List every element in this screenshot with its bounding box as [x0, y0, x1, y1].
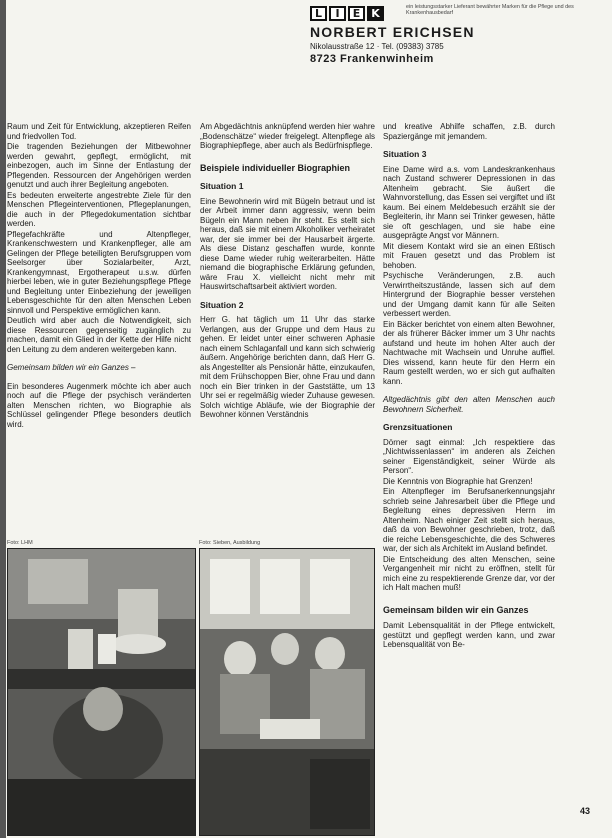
section-heading: Gemeinsam bilden wir ein Ganzes [383, 604, 529, 615]
company-logo [310, 6, 384, 21]
pull-quote: Gemeinsam bilden wir ein Ganzes – [7, 363, 136, 372]
paragraph: Es bedeuten erweiterte angestrebte Ziele für den Menschen Pflegeinterventionen, Pflegeplanungen, die auch in der Pflegedokumentation sichtbar werden. [7, 190, 191, 228]
logo-letter-3: E [348, 6, 365, 21]
photo-kitchen-image [8, 549, 196, 836]
paragraph: Psychische Veränderungen, z.B. auch Verwirrtheitszustände, lassen sich auf dem Hintergrund der Biographie besser verstehen und der Umgang damit kann für alle Seiten verbessert werden. [383, 271, 555, 318]
paragraph: Eine Dame wird a.s. vom Landeskrankenhaus nach Zustand schwerer Depressionen in das Altenheim gebracht. Sie äußert die Wahnvorstellung, das Essen sei vergiftet und ißt kaum. Bei einem Meldebesuch erzählt sie der Begleiterin, ihr Mann sei Trinker gewesen, hätte sie oft geschlagen, und sie habe eine ausgeprägte Angst vor Männern. [383, 164, 555, 240]
paragraph: Die tragenden Beziehungen der Mitbewohner werden gewahrt, gepflegt, ermöglicht, mit einbezogen, auch im Sinne der Entlastung der Pflegenden. Ressourcen der Angehörigen werden genutzt und auch ihrer Begleitung angeboten. [7, 142, 191, 189]
paragraph: und kreative Abhilfe schaffen, z.B. durch Spaziergänge mit jemandem. [383, 122, 555, 141]
logo-letter-1: L [310, 6, 327, 21]
subheading: Situation 2 [200, 299, 244, 310]
page-number: 43 [579, 806, 590, 816]
paragraph: Damit Lebensqualität in der Pflege entwickelt, gestützt und gepflegt werden kann, und zwar Lebensqualität von Be- [383, 621, 555, 649]
paragraph: Herr G. hat täglich um 11 Uhr das starke Verlangen, aus der Gruppe und dem Haus zu gehen. Er leidet unter einer schweren Aphasie nach einem Schlaganfall und kann sich schwierig äußern. Angehörige berichten dann, daß Herr G. als Angestellter als Pensionär hätte, einzukaufen, mit dem Frühschoppen Bier, ohne Frau und dann noch ein Bier trinken in der Gaststätte, um 13 Uhr sei er regelmäßig wieder Zuhause gewesen. Solch wichtige Abläufe, wie der Biographie der Bewohner können Verständnis [200, 315, 375, 419]
article-column-2 [200, 122, 375, 421]
section-heading: Beispiele individueller Biographien [200, 162, 351, 173]
subheading: Situation 1 [200, 181, 244, 191]
paragraph: Eine Bewohnerin wird mit Bügeln betraut und ist der Arbeit immer dann aggressiv, wenn beim Bügeln ein Mann neben ihr steht. Es stellt sich heraus, daß sie mit einem Alkoholiker verheiratet war, der sie immer bei der Hausarbeit ärgerte. Als diese Distanz geschaffen wurde, konnte diese Dame wieder ruhig weiterarbeiten. Hätte niemand die biographische Erklärung gefunden, wäre Frau X. vielleicht nicht mehr mit Hauswirtschaftsarbeit aktiviert worden. [200, 196, 375, 291]
subheading: Grenzsituationen [383, 422, 453, 432]
paragraph: Mit diesem Kontakt wird sie an einen Eßtisch mit Frauen gesetzt und das Problem ist behoben. [383, 241, 555, 270]
advertisement [310, 4, 610, 70]
paragraph: Ein Altenpfleger im Berufsanerkennungsjahr schrieb seine Jahresarbeit über die Pflege und Begleitung eines depressiven Herrn im Altenheim. Nach einiger Zeit stellt sich heraus, daß da von Bewohner geschrieben, trotz, daß die reiche Lebensgeschichte, die des Schweres war, der sich als Architekt im Ausland befindet. [383, 487, 555, 553]
photo-lounge-scene [199, 548, 375, 836]
paragraph: Dörner sagt einmal: „Ich respektiere das „Nichtwissenlassen“ im anderen als Zeichen seiner Eigenständigkeit, seiner Würde als Person“. [383, 437, 555, 475]
photo-kitchen-scene [7, 548, 196, 836]
article-column-1 [7, 122, 191, 430]
paragraph: Ein besonderes Augenmerk möchte ich aber auch noch auf die Pflege der psychisch veränderten alten Menschen richten, wo Biographie als Schlüssel gelingender Pflege besonders deutlich wird. [7, 381, 191, 429]
paragraph: Die Kenntnis von Biographie hat Grenzen! [383, 476, 533, 486]
paragraph: Die Entscheidung des alten Menschen, seine Vergangenheit mir nicht zu eröffnen, stellt für mich eine zu respektierende Grenze dar, vor der ich Halt machen muß! [383, 554, 555, 592]
ad-city: 8723 Frankenwinheim [310, 53, 434, 65]
subheading: Situation 3 [383, 149, 427, 159]
logo-letter-4: K [367, 6, 384, 21]
pull-quote: Altgedächtnis gibt den alten Menschen auch Bewohnern Sicherheit. [383, 395, 555, 414]
ad-slogan: ein leistungsstarker Lieferant bewährter Marken für die Pflege und des Krankenhausbedarf [406, 4, 574, 17]
binding-gutter [0, 0, 6, 838]
paragraph: Ein Bäcker berichtet von einem alten Bewohner, der als früherer Bäcker immer um 3 Uhr nachts aufstand und heute im hohen Alter auch der Nachtwache mit Wachsein und Unruhe auffiel. Dies wissend, kann heute für den Herrn ein Raum gestellt werden, wo er sich gut aufhalten kann. [383, 319, 555, 386]
paragraph: Am Abgedächtnis anknüpfend werden hier wahre „Bodenschätze“ wieder freigelegt. Altenpflege als Biographiepflege, aber auch als Bedürfnispflege. [200, 122, 375, 150]
paragraph: Pflegefachkräfte und Altenpfleger, Krankenschwestern und Krankenpfleger, alle am Gelingen der Pflege beteiligten Berufsgruppen vom Seelsorger über Sozialarbeiter, Arzt, Krankengymnast, Ergotherapeut u.s.w. dürfen hierbei leben, wie in guter Beziehungspflege Pflege und Begleitung unter Einbeziehung der jeweiligen Lebensgeschichte für den alten Menschen Leben sinnvoll und Perspektive ermöglichen kann. [7, 229, 191, 315]
article-column-3 [383, 122, 555, 651]
ad-address: Nikolausstraße 12 · Tel. (09383) 3785 [310, 42, 444, 51]
photo-lounge-image [200, 549, 375, 836]
photo-caption-right: Foto: Sieben, Ausbildung [199, 540, 261, 546]
logo-letter-2: I [329, 6, 346, 21]
ad-company-name: NORBERT ERICHSEN [310, 24, 475, 40]
paragraph: Deutlich wird aber auch die Notwendigkeit, sich diese Ressourcen gegenseitig zugänglich zu machen, damit ein Glied in der Kette der Hilfe nicht den Leitung zu dem anderen weitergeben kann. [7, 316, 191, 354]
paragraph: Raum und Zeit für Entwicklung, akzeptieren Reifen und friedvollen Tod. [7, 122, 191, 141]
photo-caption-left: Foto: LHM [7, 540, 33, 546]
